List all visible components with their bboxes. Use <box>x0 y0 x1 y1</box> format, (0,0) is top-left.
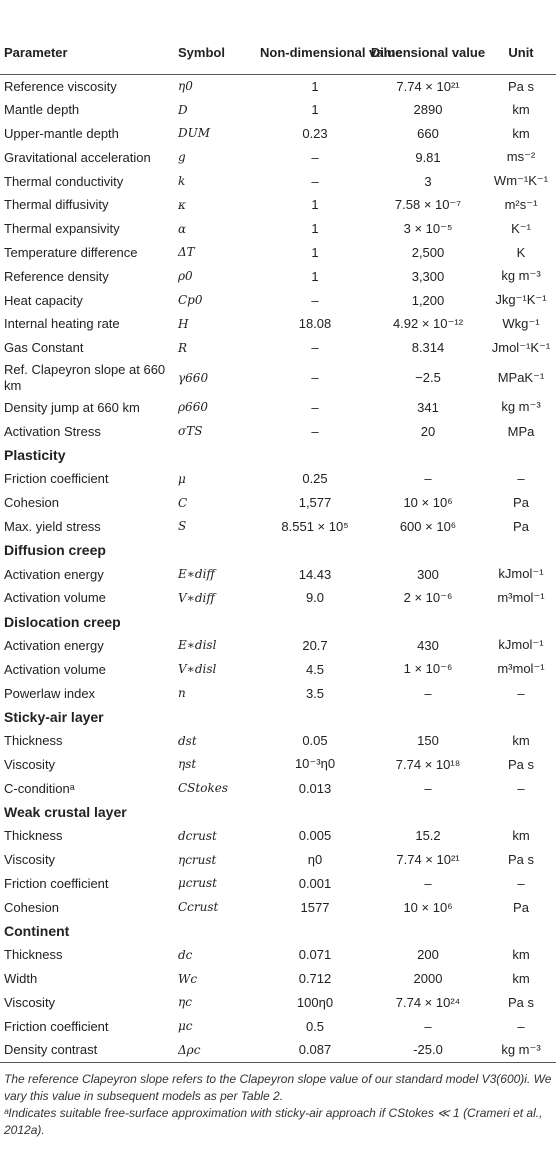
unit-cell: Jkg⁻¹K⁻¹ <box>495 292 547 308</box>
unit-cell: – <box>517 471 525 487</box>
dimensional-cell: 15.2 <box>415 828 441 844</box>
table-body <box>0 74 556 1062</box>
symbol-cell: dst <box>178 733 197 748</box>
symbol-cell: σTS <box>178 424 203 439</box>
nondimensional-cell: 14.43 <box>298 566 332 582</box>
unit-cell: ms⁻² <box>506 149 536 165</box>
dimensional-cell: 2,500 <box>411 244 445 260</box>
unit-cell: K <box>516 244 526 260</box>
symbol-cell: ηst <box>178 757 197 772</box>
symbol-cell: Ccrust <box>178 900 219 915</box>
table-row <box>0 753 556 777</box>
section-header-row <box>0 800 556 824</box>
unit-cell: MPa <box>507 423 535 439</box>
dimensional-cell: 8.314 <box>411 340 445 356</box>
symbol-cell: κ <box>178 197 186 212</box>
section-header-row <box>0 443 556 467</box>
unit-cell: km <box>512 828 530 844</box>
parameter-cell: Thermal expansivity <box>4 221 120 237</box>
nondimensional-cell: – <box>311 423 319 439</box>
footnote-sticky-air: ᵃIndicates suitable free-surface approximation with sticky-air approach if CStokes ≪ 1 (Crameri et al., 2012a). <box>4 1105 543 1137</box>
symbol-cell: D <box>178 102 188 117</box>
unit-cell: m³mol⁻¹ <box>497 589 545 605</box>
unit-cell: Pa s <box>507 994 534 1010</box>
nondimensional-cell: 1 <box>311 268 319 284</box>
parameter-cell: Max. yield stress <box>4 518 101 534</box>
unit-cell: km <box>512 947 530 963</box>
table-row <box>0 360 556 396</box>
table-row <box>0 562 556 586</box>
symbol-cell: ρ0 <box>178 269 193 284</box>
nondimensional-cell: η0 <box>307 852 323 868</box>
nondimensional-cell: 1 <box>311 244 319 260</box>
unit-cell: – <box>517 1018 525 1034</box>
dimensional-cell: -25.0 <box>413 1042 443 1058</box>
symbol-cell: V∗diff <box>178 590 215 605</box>
parameter-cell: Thickness <box>4 733 63 749</box>
section-title: Continent <box>4 922 70 939</box>
nondimensional-cell: 100η0 <box>296 994 334 1010</box>
table-row <box>0 145 556 169</box>
table-row <box>0 122 556 146</box>
dimensional-cell: 10 × 10⁶ <box>403 495 453 511</box>
table-row <box>0 467 556 491</box>
table-row <box>0 515 556 539</box>
table-row <box>0 1038 556 1062</box>
dimensional-cell: 430 <box>417 637 439 653</box>
section-header-row <box>0 610 556 634</box>
dimensional-cell: 1,200 <box>411 292 445 308</box>
symbol-cell: E∗disl <box>178 638 217 653</box>
parameter-cell: Heat capacity <box>4 292 83 308</box>
parameter-cell: Cohesion <box>4 495 59 511</box>
symbol-cell: g <box>178 150 186 165</box>
table-row <box>0 848 556 872</box>
symbol-cell: Wc <box>178 971 198 986</box>
nondimensional-cell: 1 <box>311 197 319 213</box>
parameter-cell: Viscosity <box>4 852 56 868</box>
header-unit: Unit <box>486 0 556 74</box>
dimensional-cell: 7.58 × 10⁻⁷ <box>394 196 462 212</box>
table-row <box>0 872 556 896</box>
nondimensional-cell: 20.7 <box>302 637 328 653</box>
unit-cell: km <box>512 102 530 118</box>
symbol-cell: Δρc <box>178 1042 201 1057</box>
symbol-cell: k <box>178 174 186 189</box>
nondimensional-cell: 0.087 <box>298 1042 332 1058</box>
unit-cell: MPaK⁻¹ <box>497 369 545 385</box>
parameter-cell: Width <box>4 971 38 987</box>
dimensional-cell: 341 <box>417 399 439 415</box>
dimensional-cell: 600 × 10⁶ <box>399 518 457 534</box>
unit-cell: – <box>517 780 525 796</box>
symbol-cell: R <box>178 340 188 355</box>
parameter-cell: Thickness <box>4 947 63 963</box>
unit-cell: kJmol⁻¹ <box>498 566 544 582</box>
dimensional-cell: – <box>424 780 432 796</box>
parameter-cell: Powerlaw index <box>4 685 96 701</box>
unit-cell: kJmol⁻¹ <box>498 637 544 653</box>
parameter-cell: Thermal diffusivity <box>4 197 109 213</box>
unit-cell: Pa <box>513 518 529 534</box>
nondimensional-cell: 1,577 <box>298 495 332 511</box>
dimensional-cell: 2000 <box>413 971 443 987</box>
unit-cell: Wkg⁻¹ <box>502 315 540 331</box>
parameter-cell: Mantle depth <box>4 102 80 118</box>
dimensional-cell: 3,300 <box>411 268 445 284</box>
table-footnotes <box>0 1063 556 1139</box>
symbol-cell: H <box>178 316 189 331</box>
nondimensional-cell: 10⁻³η0 <box>294 756 336 772</box>
dimensional-cell: 7.74 × 10²⁴ <box>395 994 461 1010</box>
dimensional-cell: 150 <box>417 733 439 749</box>
table-row <box>0 657 556 681</box>
nondimensional-cell: 0.23 <box>302 125 328 141</box>
parameter-cell: Ref. Clapeyron slope at 660 km <box>4 361 166 393</box>
table-row <box>0 169 556 193</box>
unit-cell: Pa s <box>507 78 534 94</box>
nondimensional-cell: 18.08 <box>298 316 332 332</box>
parameter-cell: Reference density <box>4 268 109 284</box>
table-row <box>0 241 556 265</box>
symbol-cell: Cp0 <box>178 293 203 308</box>
parameter-cell: Activation volume <box>4 661 106 677</box>
parameter-cell: Density jump at 660 km <box>4 399 140 415</box>
dimensional-cell: 4.92 × 10⁻¹² <box>392 315 464 331</box>
table-row <box>0 634 556 658</box>
section-header-row <box>0 919 556 943</box>
nondimensional-cell: 4.5 <box>305 661 325 677</box>
table-row <box>0 943 556 967</box>
nondimensional-cell: 0.5 <box>305 1018 325 1034</box>
nondimensional-cell: 1 <box>311 102 319 118</box>
symbol-cell: η0 <box>178 79 193 94</box>
parameter-cell: Gas Constant <box>4 340 84 356</box>
nondimensional-cell: 8.551 × 10⁵ <box>281 518 349 534</box>
unit-cell: Pa <box>513 899 529 915</box>
nondimensional-cell: 0.013 <box>298 780 332 796</box>
nondimensional-cell: 0.05 <box>302 733 328 749</box>
nondimensional-cell: – <box>311 149 319 165</box>
table-row <box>0 336 556 360</box>
nondimensional-cell: 3.5 <box>305 685 325 701</box>
dimensional-cell: 10 × 10⁶ <box>403 899 453 915</box>
table-row <box>0 729 556 753</box>
header-nondimensional: Non-dimensional value <box>260 0 370 74</box>
table-row <box>0 193 556 217</box>
table-row <box>0 681 556 705</box>
nondimensional-cell: 0.071 <box>298 947 332 963</box>
unit-cell: Jmol⁻¹K⁻¹ <box>491 339 551 355</box>
dimensional-cell: 660 <box>417 125 439 141</box>
table-row <box>0 990 556 1014</box>
section-title: Diffusion creep <box>4 542 106 559</box>
table-row <box>0 824 556 848</box>
section-title: Weak crustal layer <box>4 804 127 820</box>
nondimensional-cell: – <box>311 173 319 189</box>
symbol-cell: α <box>178 221 187 236</box>
unit-cell: km <box>512 733 530 749</box>
parameter-cell: Thickness <box>4 828 63 844</box>
symbol-cell: S <box>178 519 187 534</box>
header-dimensional: Dimensional value <box>370 0 486 74</box>
nondimensional-cell: – <box>311 292 319 308</box>
header-symbol: Symbol <box>176 0 260 74</box>
unit-cell: – <box>517 875 525 891</box>
nondimensional-cell: 1 <box>311 221 319 237</box>
table-row <box>0 419 556 443</box>
nondimensional-cell: 9.0 <box>305 590 325 606</box>
dimensional-cell: 7.74 × 10¹⁸ <box>395 756 461 772</box>
nondimensional-cell: 1577 <box>300 899 330 915</box>
parameter-cell: Activation energy <box>4 637 104 653</box>
parameter-cell: Upper-mantle depth <box>4 125 119 141</box>
unit-cell: kg m⁻³ <box>501 1041 541 1057</box>
dimensional-cell: 2890 <box>413 102 443 118</box>
dimensional-cell: 9.81 <box>415 149 441 165</box>
unit-cell: kg m⁻³ <box>501 268 541 284</box>
symbol-cell: γ660 <box>178 370 209 385</box>
nondimensional-cell: 0.712 <box>298 971 332 987</box>
nondimensional-cell: – <box>311 340 319 356</box>
parameter-cell: Cohesion <box>4 899 59 915</box>
parameter-cell: C-conditionᵃ <box>4 780 75 796</box>
unit-cell: Pa s <box>507 852 534 868</box>
nondimensional-cell: 0.25 <box>302 471 328 487</box>
dimensional-cell: −2.5 <box>415 370 441 386</box>
parameter-cell: Internal heating rate <box>4 316 120 332</box>
symbol-cell: E∗diff <box>178 567 215 582</box>
nondimensional-cell: 0.001 <box>298 875 332 891</box>
parameter-cell: Activation volume <box>4 590 106 606</box>
symbol-cell: CStokes <box>178 781 228 796</box>
table-row <box>0 98 556 122</box>
unit-cell: Wm⁻¹K⁻¹ <box>493 173 549 189</box>
symbol-cell: μ <box>178 471 186 486</box>
dimensional-cell: 300 <box>417 566 439 582</box>
parameter-cell: Activation energy <box>4 566 104 582</box>
dimensional-cell: 2 × 10⁻⁶ <box>403 589 453 605</box>
footnote-clapeyron: The reference Clapeyron slope refers to the Clapeyron slope value of our standard model V3(600)i. We vary this value in subsequent models as per Table 2. <box>4 1071 552 1103</box>
parameter-cell: Thermal conductivity <box>4 173 124 189</box>
parameter-cell: Viscosity <box>4 756 56 772</box>
nondimensional-cell: – <box>311 370 319 386</box>
nondimensional-cell: 0.005 <box>298 828 332 844</box>
symbol-cell: C <box>178 495 188 510</box>
section-title: Plasticity <box>4 447 66 464</box>
parameter-cell: Gravitational acceleration <box>4 149 151 165</box>
table-row <box>0 312 556 336</box>
symbol-cell: dc <box>178 947 193 962</box>
table-row <box>0 74 556 98</box>
dimensional-cell: – <box>424 471 432 487</box>
section-header-row <box>0 705 556 729</box>
dimensional-cell: 7.74 × 10²¹ <box>396 78 460 94</box>
unit-cell: km <box>512 971 530 987</box>
dimensional-cell: – <box>424 875 432 891</box>
section-title: Dislocation creep <box>4 613 121 630</box>
symbol-cell: dcrust <box>178 828 217 843</box>
parameter-cell: Viscosity <box>4 994 56 1010</box>
parameter-cell: Density contrast <box>4 1042 98 1058</box>
dimensional-cell: – <box>424 1018 432 1034</box>
symbol-cell: μc <box>178 1019 193 1034</box>
table-row <box>0 217 556 241</box>
dimensional-cell: 3 × 10⁻⁵ <box>403 220 453 236</box>
table-row <box>0 288 556 312</box>
dimensional-cell: 7.74 × 10²¹ <box>396 852 460 868</box>
unit-cell: K⁻¹ <box>511 220 531 236</box>
dimensional-cell: 200 <box>417 947 439 963</box>
symbol-cell: n <box>178 686 186 701</box>
symbol-cell: ηcrust <box>178 852 217 867</box>
unit-cell: – <box>517 685 525 701</box>
symbol-cell: ρ660 <box>178 400 208 415</box>
symbol-cell: μcrust <box>178 876 217 891</box>
unit-cell: km <box>512 125 530 141</box>
table-header-row <box>0 0 556 74</box>
parameter-cell: Reference viscosity <box>4 78 117 94</box>
parameter-cell: Friction coefficient <box>4 471 109 487</box>
table-row <box>0 586 556 610</box>
header-parameter: Parameter <box>0 0 176 74</box>
dimensional-cell: 3 <box>424 173 432 189</box>
table-row <box>0 264 556 288</box>
symbol-cell: ηc <box>178 995 192 1010</box>
table-row <box>0 1014 556 1038</box>
symbol-cell: ΔT <box>178 245 195 260</box>
nondimensional-cell: – <box>311 399 319 415</box>
parameter-cell: Activation Stress <box>4 423 101 439</box>
dimensional-cell: 1 × 10⁻⁶ <box>403 661 453 677</box>
symbol-cell: V∗disl <box>178 662 217 677</box>
parameter-cell: Friction coefficient <box>4 875 109 891</box>
dimensional-cell: – <box>424 685 432 701</box>
table-row <box>0 895 556 919</box>
table-row <box>0 491 556 515</box>
unit-cell: m²s⁻¹ <box>504 196 538 212</box>
symbol-cell: DUM <box>178 126 211 141</box>
unit-cell: kg m⁻³ <box>501 399 541 415</box>
parameter-cell: Friction coefficient <box>4 1018 109 1034</box>
table-row <box>0 967 556 991</box>
parameter-cell: Temperature difference <box>4 244 138 260</box>
unit-cell: Pa <box>513 495 529 511</box>
unit-cell: m³mol⁻¹ <box>497 661 545 677</box>
table-row <box>0 776 556 800</box>
section-title: Sticky-air layer <box>4 708 104 725</box>
nondimensional-cell: 1 <box>311 78 319 94</box>
table-row <box>0 396 556 420</box>
dimensional-cell: 20 <box>420 423 436 439</box>
unit-cell: Pa s <box>507 756 534 772</box>
section-header-row <box>0 538 556 562</box>
